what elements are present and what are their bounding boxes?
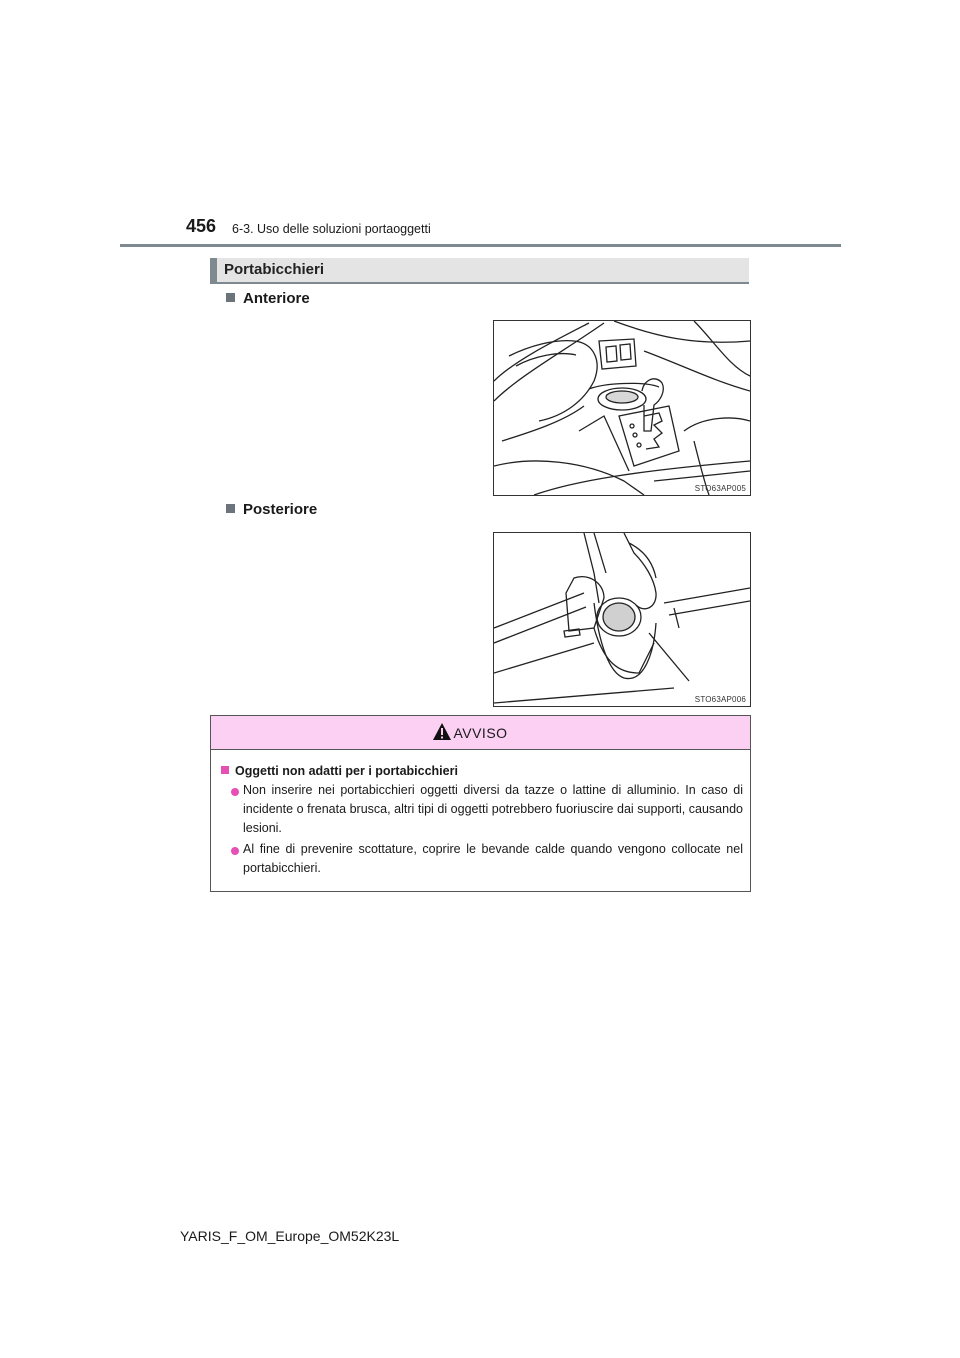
figure-code-rear: STO63AP006 [694, 695, 746, 704]
warning-subheading [221, 764, 458, 778]
rear-cupholder-illustration [494, 533, 750, 706]
figure-code-front: STO63AP005 [694, 484, 746, 493]
bullet-dot-icon [231, 847, 239, 855]
bullet-dot-icon [231, 788, 239, 796]
header-rule [120, 244, 841, 247]
square-bullet-icon [221, 766, 229, 774]
figure-front-cupholder [493, 320, 751, 496]
square-bullet-icon [226, 504, 235, 513]
warning-header [211, 716, 750, 750]
square-bullet-icon [226, 293, 235, 302]
page-number: 456 [186, 216, 217, 236]
front-cupholder-illustration [494, 321, 750, 495]
subsection-heading-rear-text: Posteriore [243, 501, 318, 518]
section-title-box [210, 258, 749, 284]
subsection-heading-front-text: Anteriore [243, 290, 310, 307]
warning-bullet-1: Non inserire nei portabicchieri oggetti diversi da tazze o lattine di alluminio. In caso di incidente o frenata brusca, altri tipi di oggetti potrebbero fuoriuscire dai supporti, causando lesioni. [243, 783, 743, 835]
section-title: Portabicchieri [224, 261, 325, 278]
footer-document-code: YARIS_F_OM_Europe_OM52K23L [180, 1228, 400, 1244]
warning-subheading-text: Oggetti non adatti per i portabicchieri [235, 764, 458, 778]
subsection-heading-rear [226, 501, 317, 518]
warning-label: AVVISO [453, 725, 508, 741]
subsection-heading-front [226, 290, 310, 307]
figure-rear-cupholder [493, 532, 751, 707]
section-title-accent-bar [210, 258, 217, 284]
warning-bullet-2: Al fine di prevenire scottature, coprire le bevande calde quando vengono collocate nel portabicchieri. [243, 842, 743, 875]
warning-box [210, 715, 751, 892]
section-reference: 6-3. Uso delle soluzioni portaoggetti [232, 222, 431, 236]
